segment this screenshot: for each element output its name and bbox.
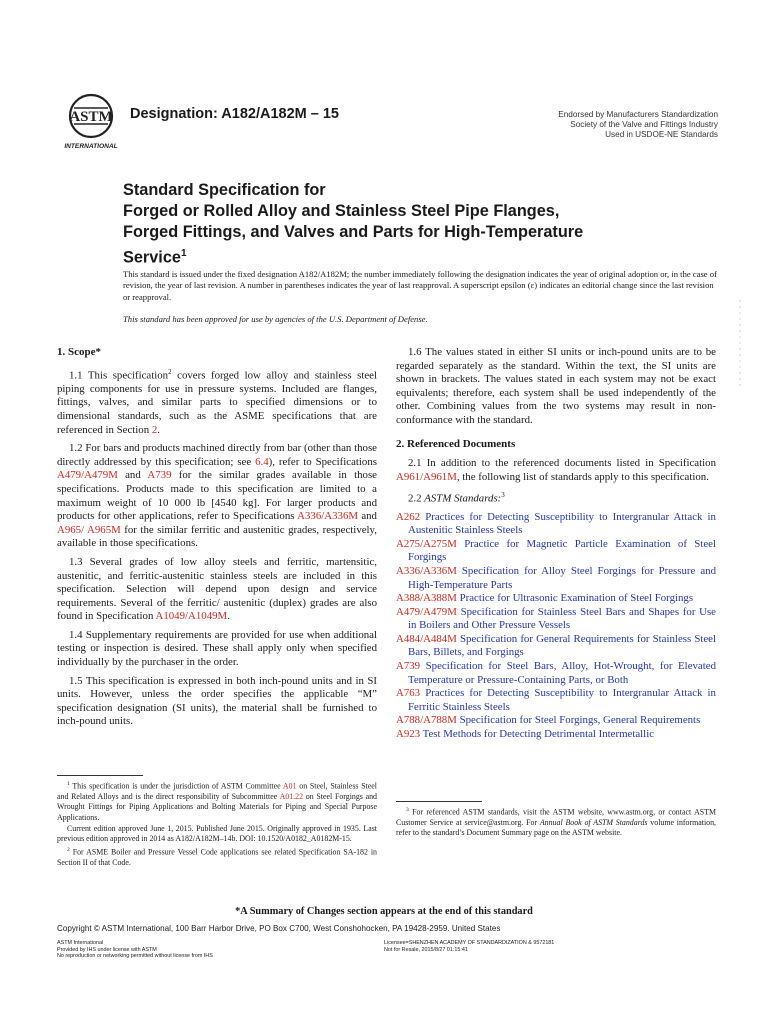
title-line: Forged or Rolled Alloy and Stainless Steel Pipe Flanges, (123, 202, 560, 220)
standard-link[interactable]: A336/A336M (297, 510, 359, 523)
footnote-1-edition: Current edition approved June 1, 2015. Published June 2015. Originally approved in 1935. Last previous edition approved in 2014 as A182/A182M–14b. DOI: 10.1520/A0182_A0182M-15. (57, 823, 377, 844)
paragraph-2-1: 2.1 In addition to the referenced documents listed in Specification A961/A961M, the following list of standards apply to this specification. (396, 457, 716, 483)
footnotes-left (57, 779, 377, 870)
standard-entry[interactable] (396, 538, 716, 565)
standard-title[interactable]: Specification for Alloy Steel Forgings for Pressure and High-Temperature Parts (408, 564, 716, 591)
standard-link[interactable]: A1049/A1049M (155, 610, 228, 623)
standard-entry[interactable] (396, 660, 716, 687)
footer-line: No reproduction or networking permitted without license from IHS (57, 953, 213, 960)
endorsement-line: Used in USDOE-NE Standards (605, 130, 718, 140)
footer-line: Not for Resale, 2015/8/27 01:15:41 (384, 946, 468, 953)
title-line (123, 243, 723, 268)
licensee-note (384, 940, 684, 953)
copyright-line: Copyright © ASTM International, 100 Barr Harbor Drive, PO Box C700, West Conshohocken, PA 19428-2959. United States (57, 924, 501, 933)
standard-entry[interactable] (396, 633, 716, 660)
footnote-marker: 3 (501, 491, 505, 500)
logo-text: ASTM (69, 109, 113, 125)
title-line: Forged Fittings, and Valves and Parts for High-Temperature (123, 223, 584, 241)
summary-of-changes-note: *A Summary of Changes section appears at the end of this standard (235, 906, 533, 917)
footnote-marker: 1 (180, 248, 187, 259)
standard-link[interactable]: A739 (147, 469, 172, 482)
standard-link[interactable]: A965/ A965M (57, 523, 121, 536)
designation: Designation: A182/A182M – 15 (130, 106, 339, 122)
standard-title[interactable]: Test Methods for Detecting Detrimental Intermetallic (422, 728, 655, 741)
standard-title[interactable]: Practices for Detecting Susceptibility to Intergranular Attack in Austenitic Stainless Steels (408, 510, 716, 537)
standard-link[interactable]: A961/A961M (396, 470, 457, 483)
standard-link[interactable]: A479/A479M (57, 469, 118, 482)
standard-title[interactable]: Practices for Detecting Susceptibility to Intergranular Attack in Ferritic Stainless Steels (408, 687, 716, 713)
paragraph-1-5: 1.5 This specification is expressed in both inch-pound units and in SI units. However, unless the order specifies the applicable “M” specification designation (SI units), the material shall be furnished to inch-pound units. (57, 674, 377, 728)
footnote-2: $^2$ For ASME Boiler and Pressure Vessel Code applications see related Specification SA-182 in Section II of that Code. (57, 847, 377, 868)
section-link[interactable]: 6.4 (255, 455, 269, 468)
footnote-divider (57, 775, 143, 776)
standard-title[interactable]: Specification for Steel Bars, Alloy, Hot-Wrought, for Elevated Temperature or Pressure-Containing Parts, or Both (408, 660, 716, 686)
section-heading-references: 2. Referenced Documents (396, 437, 516, 450)
title-line-text: Service (123, 248, 181, 267)
standard-title[interactable]: Specification for Stainless Steel Bars and Shapes for Use in Boilers and Other Pressure Vessels (408, 605, 716, 632)
left-column (57, 346, 377, 734)
footer-line: Licensee=SHENZHEN ACADEMY OF STANDARDIZATION & 9572181 (384, 940, 555, 946)
endorsement-note (498, 110, 718, 141)
standard-entry[interactable] (396, 687, 716, 714)
footnote-marker: 2 (168, 367, 172, 376)
endorsement-line: Society of the Valve and Fittings Industry (570, 120, 718, 130)
standard-title[interactable]: Practice for Magnetic Particle Examination of Steel Forgings (408, 537, 716, 564)
standard-code[interactable]: A484/A484M (396, 632, 457, 645)
margin-watermark (737, 300, 743, 390)
standard-title[interactable]: Specification for General Requirements for Stainless Steel Bars, Billets, and Forgings (408, 632, 716, 659)
standard-title[interactable]: Specification for Steel Forgings, General Requirements (459, 714, 701, 727)
standard-code[interactable]: A262 (396, 510, 421, 523)
committee-link[interactable]: A01 (282, 781, 297, 791)
endorsement-line: Endorsed by Manufacturers Standardization (558, 110, 718, 119)
logo-subtext: INTERNATIONAL (64, 143, 118, 150)
paragraph-1-2: 1.2 For bars and products machined directly from bar (other than those directly addressed by this specification; see 6.4), refer to Specifications A479/A479M and A739 for the similar grades available in those specifications. Products made to this specification are limited to a maximum weight of 10 000 lb [4540 kg]. For larger products and products for other applications, refer to Specifications A336/A336M and A965/ A965M for the similar ferritic and austenitic grades, respectively, available in those specifications. (57, 442, 377, 550)
license-provider-note (57, 940, 317, 960)
section-heading-scope: 1. Scope* (57, 346, 101, 358)
footnote-1: $^1$ This specification is under the jurisdiction of ASTM Committee A01 on Steel, Stainless Steel and Related Alloys and is the direct responsibility of Subcommittee A01.22 on Steel Forgings and Wrought Fittings for Piping Applications and Bolting Materials for Piping and Special Purpose Applications. (57, 781, 378, 822)
right-column (396, 346, 716, 742)
standard-entry[interactable] (396, 565, 716, 592)
standard-code[interactable]: A763 (396, 687, 421, 700)
standard-code[interactable]: A388/A388M (396, 592, 457, 605)
astm-logo (62, 92, 120, 152)
footer-line: ASTM International (57, 940, 104, 946)
standard-entry[interactable] (396, 511, 716, 538)
paragraph-1-1: 1.1 This specification$^2$ covers forged low alloy and stainless steel piping components for use in pressure systems. Included are flanges, fittings, valves, and similar parts to specified dimensions or to dimensional standards, such as the ASME specifications that are referenced in Section 2. (57, 367, 377, 436)
standard-entry[interactable] (396, 592, 716, 606)
footnote-3: $^3$ For referenced ASTM standards, visit the ASTM website, www.astm.org, or contact ASTM Customer Service at service@astm.org. For Annual Book of ASTM Standards volume information, refer to the standard’s Document Summary page on the ASTM website. (396, 807, 716, 838)
footnotes-right (396, 805, 716, 840)
standard-entry[interactable] (396, 606, 716, 633)
standard-code[interactable]: A923 (396, 728, 421, 741)
standard-entry[interactable] (396, 714, 716, 728)
title-line: Standard Specification for (123, 181, 326, 199)
standard-entry[interactable] (396, 728, 716, 742)
standard-code[interactable]: A336/A336M (396, 564, 457, 577)
standard-code[interactable]: A739 (396, 660, 421, 673)
standard-code[interactable]: A275/A275M (396, 537, 457, 550)
standard-code[interactable]: A788/A788M (396, 714, 457, 727)
issuance-note: This standard is issued under the fixed designation A182/A182M; the number immediately following the designation indicates the year of original adoption or, in the case of revision, the year of last revision. A number in parentheses indicates the year of last reapproval. A superscript epsilon (ε) indicates an editorial change since the last revision or reapproval. (123, 269, 717, 302)
paragraph-1-3: 1.3 Several grades of low alloy steels and ferritic, martensitic, austenitic, and ferritic-austenitic stainless steels are included in this specification. Selection will depend upon design and service requirements. Several of the ferritic/ austenitic (duplex) grades are also found in Specification A1049/A1049M. (57, 555, 377, 623)
subsection-heading-astm-standards: 2.2 ASTM Standards:$^3$ (408, 491, 505, 505)
paragraph-1-4: 1.4 Supplementary requirements are provided for use when additional testing or inspection is desired. These shall apply only when specified individually by the purchaser in the order. (57, 628, 377, 669)
approval-note: This standard has been approved for use by agencies of the U.S. Department of Defense. (123, 314, 428, 324)
standard-title[interactable]: Practice for Ultrasonic Examination of Steel Forgings (459, 592, 694, 605)
standard-code[interactable]: A479/A479M (396, 605, 457, 618)
section-link[interactable]: 2 (151, 423, 158, 436)
paragraph-1-6: 1.6 The values stated in either SI units or inch-pound units are to be regarded separately as the standard. Within the text, the SI units are shown in brackets. The values stated in each system may not be exact equivalents; therefore, each system shall be used independently of the other. Combining values from the two systems may result in non-conformance with the standard. (396, 346, 716, 426)
standards-list (396, 511, 716, 742)
subcommittee-link[interactable]: A01.22 (279, 791, 304, 801)
footnote-divider (396, 801, 482, 802)
footer-line: Provided by IHS under license with ASTM (57, 946, 157, 953)
document-title (123, 180, 723, 268)
